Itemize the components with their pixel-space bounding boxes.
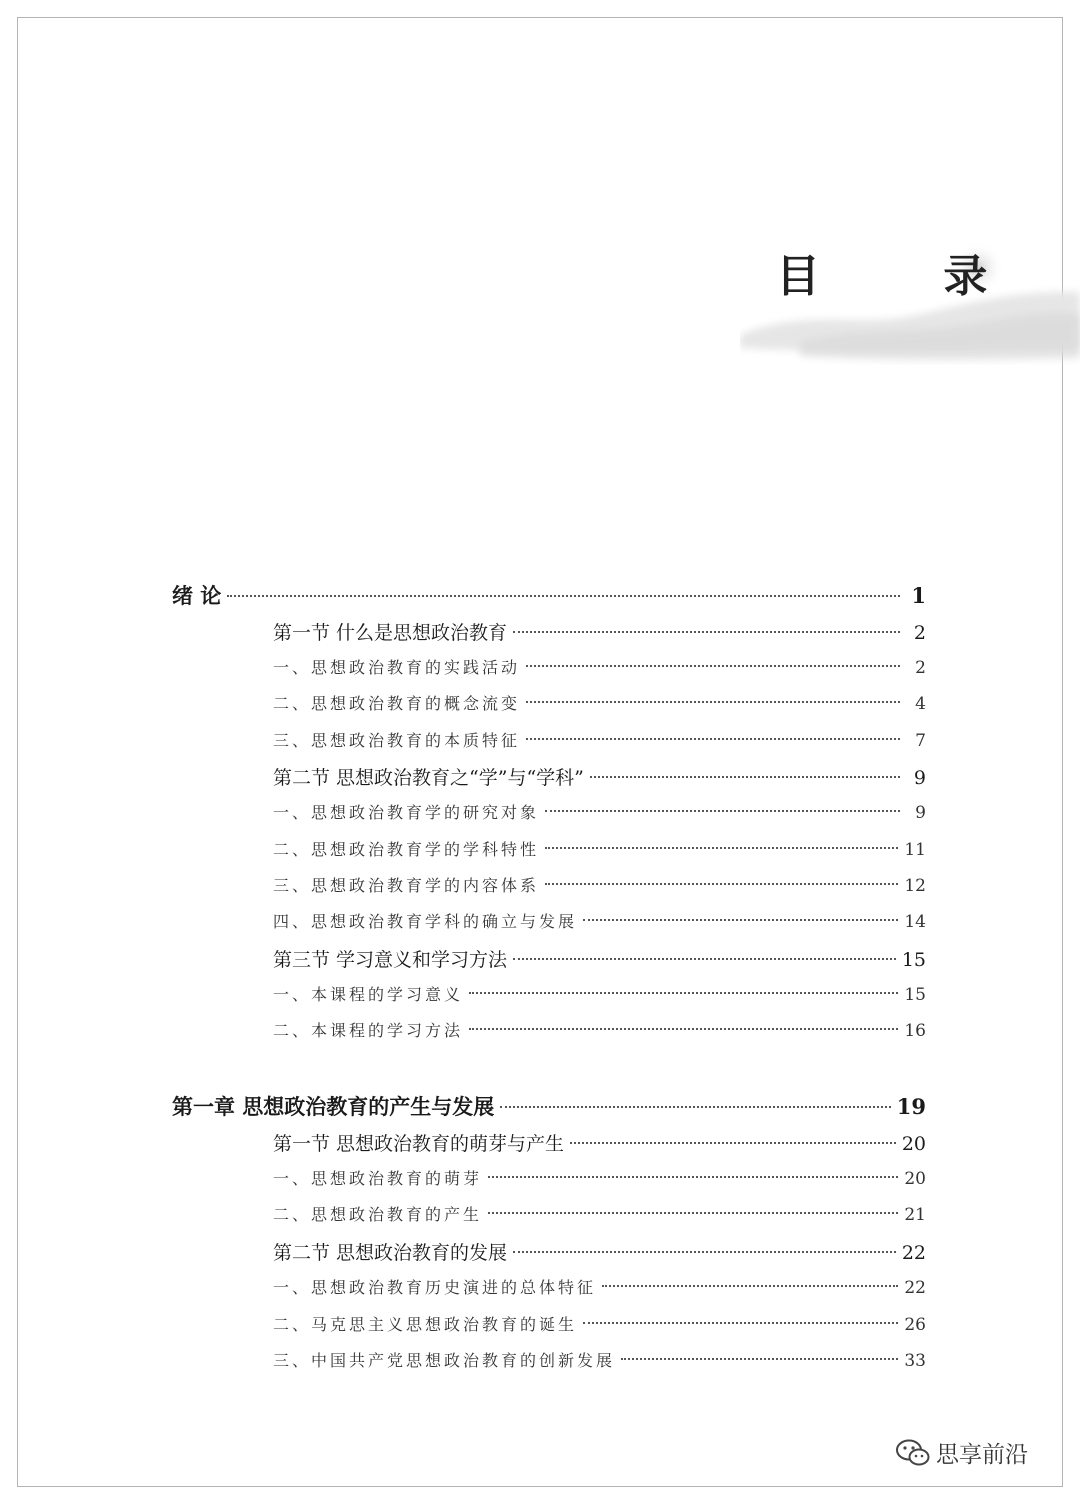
page-number: 21 (904, 1205, 926, 1225)
watermark-logo (896, 1436, 1028, 1469)
page-number: 22 (904, 1278, 926, 1298)
toc-item[interactable] (273, 1166, 926, 1189)
section-title: 第二节 思想政治教育的发展 (273, 1242, 508, 1264)
leader-dots (570, 1141, 896, 1144)
leader-dots (500, 1105, 890, 1108)
leader-dots (545, 882, 898, 885)
item-title: 一、思想政治教育历史演进的总体特征 (273, 1278, 597, 1297)
page-number: 20 (901, 1133, 926, 1155)
leader-dots (488, 1175, 898, 1178)
toc-item[interactable] (273, 800, 926, 823)
item-title: 四、思想政治教育学科的确立与发展 (273, 912, 578, 931)
toc-item[interactable] (273, 1348, 926, 1371)
item-title: 三、思想政治教育学的内容体系 (273, 876, 540, 895)
leader-dots (513, 1250, 896, 1253)
page-number: 12 (904, 876, 926, 896)
page-number: 4 (915, 694, 926, 714)
item-title: 二、马克思主义思想政治教育的诞生 (273, 1315, 578, 1334)
item-title: 二、思想政治教育的概念流变 (273, 694, 521, 713)
leader-dots (545, 846, 898, 849)
item-title: 一、思想政治教育的实践活动 (273, 658, 521, 677)
toc-item[interactable] (273, 837, 926, 860)
toc-item[interactable] (273, 1275, 926, 1298)
leader-dots (545, 809, 900, 812)
page-number: 2 (913, 622, 926, 644)
chapter-title: 第一章 思想政治教育的产生与发展 (172, 1094, 495, 1119)
toc-item[interactable] (273, 691, 926, 714)
toc-section[interactable] (273, 1129, 926, 1156)
item-title: 三、思想政治教育的本质特征 (273, 731, 521, 750)
section-title: 第二节 思想政治教育之“学”与“学科” (273, 767, 584, 789)
page-number: 15 (904, 985, 926, 1005)
page-number: 2 (915, 658, 926, 678)
page-number: 7 (915, 731, 926, 751)
item-title: 一、思想政治教育的萌芽 (273, 1169, 483, 1188)
page-number: 9 (913, 767, 926, 789)
page-title: 目 录 (776, 251, 1042, 302)
page-number: 26 (904, 1315, 926, 1335)
leader-dots (590, 775, 900, 778)
item-title: 一、本课程的学习意义 (273, 985, 464, 1004)
page-number: 11 (904, 840, 926, 860)
item-title: 二、本课程的学习方法 (273, 1021, 464, 1040)
leader-dots (469, 1027, 898, 1030)
leader-dots (469, 991, 898, 994)
page-number: 14 (904, 912, 926, 932)
leader-dots (583, 1321, 898, 1324)
toc-item[interactable] (273, 873, 926, 896)
section-title: 第一节 思想政治教育的萌芽与产生 (273, 1133, 565, 1155)
section-title: 第三节 学习意义和学习方法 (273, 949, 508, 971)
toc-section[interactable] (273, 945, 926, 972)
toc-item[interactable] (273, 909, 926, 932)
leader-dots (602, 1284, 898, 1287)
page-number: 16 (904, 1021, 926, 1041)
leader-dots (583, 918, 898, 921)
leader-dots (526, 700, 900, 703)
toc-item[interactable] (273, 1018, 926, 1041)
toc-item[interactable] (273, 1312, 926, 1335)
page-number: 19 (896, 1094, 926, 1119)
toc-item[interactable] (273, 1202, 926, 1225)
chapter-title: 绪 论 (172, 583, 222, 608)
page-number: 15 (901, 949, 926, 971)
toc-section[interactable] (273, 618, 926, 645)
page-number: 33 (904, 1351, 926, 1371)
toc-section[interactable] (273, 763, 926, 790)
item-title: 二、思想政治教育学的学科特性 (273, 840, 540, 859)
item-title: 三、中国共产党思想政治教育的创新发展 (273, 1351, 616, 1370)
leader-dots (621, 1357, 898, 1360)
toc-item[interactable] (273, 982, 926, 1005)
page-number: 1 (911, 583, 926, 608)
watermark-text: 思享前沿 (936, 1442, 1028, 1468)
leader-dots (488, 1211, 898, 1214)
toc-chapter[interactable] (172, 580, 926, 610)
toc-section[interactable] (273, 1238, 926, 1265)
leader-dots (227, 594, 900, 597)
toc-item[interactable] (273, 728, 926, 751)
page-number: 9 (915, 803, 926, 823)
page-number: 20 (904, 1169, 926, 1189)
leader-dots (526, 664, 900, 667)
page-number: 22 (901, 1242, 926, 1264)
section-title: 第一节 什么是思想政治教育 (273, 622, 508, 644)
leader-dots (513, 957, 896, 960)
item-title: 一、思想政治教育学的研究对象 (273, 803, 540, 822)
item-title: 二、思想政治教育的产生 (273, 1205, 483, 1224)
toc-chapter[interactable] (172, 1091, 926, 1121)
leader-dots (513, 630, 900, 633)
wechat-icon (896, 1439, 930, 1467)
toc-item[interactable] (273, 655, 926, 678)
leader-dots (526, 737, 900, 740)
